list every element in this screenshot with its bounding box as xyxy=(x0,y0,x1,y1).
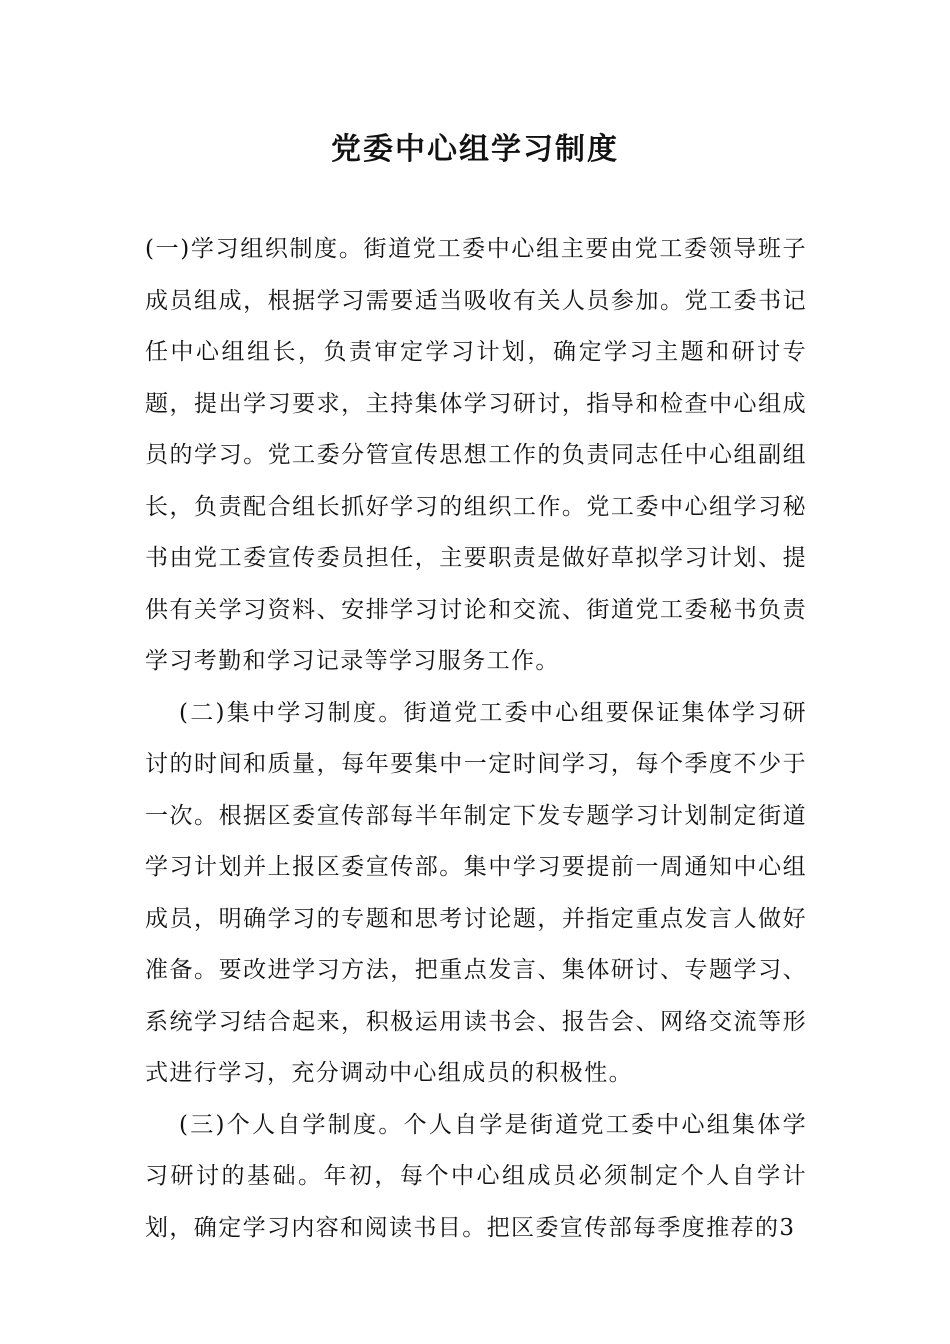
paragraph-study-organization: (一)学习组织制度。街道党工委中心组主要由党工委领导班子成员组成，根据学习需要适当吸收有关人员参加。党工委书记任中心组组长，负责审定学习计划，确定学习主题和研讨专题，提出学习要求，主持集体学习研讨，指导和检查中心组成员的学习。党工委分管宣传思想工作的负责同志任中心组副组长，负责配合组长抓好学习的组织工作。党工委中心组学习秘书由党工委宣传委员担任，主要职责是做好草拟学习计划、提供有关学习资料、安排学习讨论和交流、街道党工委秘书负责学习考勤和学习记录等学习服务工作。 xyxy=(145,236,807,674)
document-body xyxy=(145,224,807,1254)
paragraph-self-study: (三)个人自学制度。个人自学是街道党工委中心组集体学习研讨的基础。年初，每个中心组成员必须制定个人自学计划，确定学习内容和阅读书目。把区委宣传部每季度推荐的3 xyxy=(145,1111,807,1241)
document-title: 党委中心组学习制度 xyxy=(331,132,619,167)
paragraph-centralized-study: (二)集中学习制度。街道党工委中心组要保证集体学习研讨的时间和质量，每年要集中一定时间学习，每个季度不少于一次。根据区委宣传部每半年制定下发专题学习计划制定街道学习计划并上报区委宣传部。集中学习要提前一周通知中心组成员，明确学习的专题和思考讨论题，并指定重点发言人做好准备。要改进学习方法，把重点发言、集体研讨、专题学习、系统学习结合起来，积极运用读书会、报告会、网络交流等形式进行学习，充分调动中心组成员的积极性。 xyxy=(145,699,807,1086)
